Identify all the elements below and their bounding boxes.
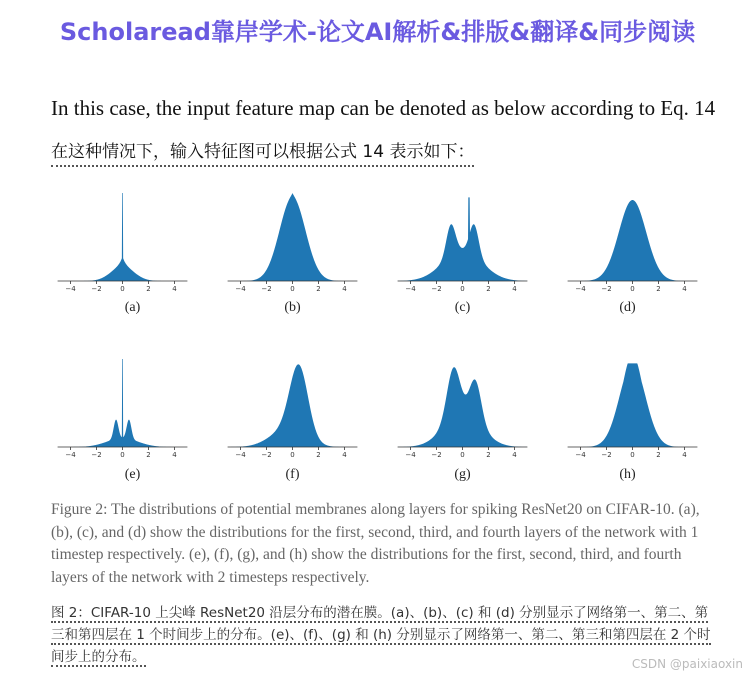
distribution-plot (55, 352, 190, 462)
x-tick-label: 4 (342, 451, 347, 459)
chinese-translation-sentence[interactable]: 在这种情况下，输入特征图可以根据公式 14 表示如下： (51, 137, 474, 167)
x-tick-label: 2 (316, 451, 321, 459)
x-tick-label: 4 (682, 285, 687, 293)
x-tick-label: 4 (342, 285, 347, 293)
x-tick-label: 0 (460, 451, 465, 459)
x-tick-label: −4 (405, 451, 416, 459)
x-tick-label: 2 (146, 285, 151, 293)
x-tick-label: −4 (405, 285, 416, 293)
x-tick-label: −4 (235, 285, 246, 293)
distribution-plot (55, 186, 190, 296)
distribution-area (398, 197, 528, 281)
subfigure-label: (a) (124, 300, 141, 315)
x-tick-label: 2 (486, 451, 491, 459)
x-tick-label: −2 (431, 451, 442, 459)
x-tick-label: −4 (235, 451, 246, 459)
x-tick-label: 4 (682, 451, 687, 459)
subfigure-label: (g) (454, 467, 471, 482)
subfigure-label: (h) (619, 467, 636, 482)
figure-caption-chinese-text: 图 2：CIFAR-10 上尖峰 ResNet20 沿层分布的潜在膜。(a)、(b)、(c) 和 (d) 分别显示了网络第一、第二、第三和第四层在 1 个时间步上的分布。(e)、(f)、(g) 和 (h) 分别显示了网络第一、第二、第三和第四层在 2 个时间步上的分布。 (51, 605, 711, 665)
english-sentence: In this case, the input feature map can be denoted as below according to Eq. 14 (51, 96, 716, 120)
x-tick-label: 0 (120, 451, 125, 459)
x-tick-label: 4 (512, 451, 517, 459)
x-tick-label: 2 (656, 285, 661, 293)
distribution-plot (225, 186, 360, 296)
figure-caption-chinese[interactable] (51, 602, 721, 668)
distribution-area (568, 363, 698, 447)
x-tick-label: 4 (512, 285, 517, 293)
x-tick-label: −2 (261, 285, 272, 293)
distribution-plot (395, 186, 530, 296)
subfigure-label: (f) (285, 467, 300, 482)
x-tick-label: 0 (630, 285, 635, 293)
distribution-plot (565, 352, 700, 462)
x-tick-label: 0 (460, 285, 465, 293)
x-tick-label: 2 (656, 451, 661, 459)
x-tick-label: 2 (486, 285, 491, 293)
subfigure-label: (c) (454, 300, 471, 315)
x-tick-label: −4 (575, 451, 586, 459)
subfigure-label: (b) (284, 300, 301, 315)
subfigure-label: (e) (124, 467, 141, 482)
x-tick-label: −2 (91, 285, 102, 293)
x-tick-label: 4 (172, 285, 177, 293)
distribution-area (228, 193, 358, 281)
x-tick-label: 4 (172, 451, 177, 459)
figure-caption-english: Figure 2: The distributions of potential membranes along layers for spiking ResNet20 on CIFAR-10. (a), (b), (c), and (d) show the distributions for the first, second, third, and fourth layers of the network with 1 timestep respectively. (e), (f), (g), and (h) show the distributions for the first, second, third, and fourth layers of the network with 2 timesteps respectively. (51, 501, 700, 586)
x-tick-label: −2 (601, 451, 612, 459)
csdn-watermark: CSDN @paixiaoxin (631, 657, 743, 671)
x-tick-label: 0 (290, 285, 295, 293)
distribution-plot (395, 352, 530, 462)
x-tick-label: 0 (630, 451, 635, 459)
distribution-area (228, 364, 358, 447)
x-tick-label: 0 (290, 451, 295, 459)
distribution-area (58, 193, 188, 281)
distribution-area (58, 359, 188, 447)
x-tick-label: −2 (431, 285, 442, 293)
distribution-plot (565, 186, 700, 296)
distribution-plot (225, 352, 360, 462)
subfigure-label: (d) (619, 300, 636, 315)
x-tick-label: 2 (146, 451, 151, 459)
x-tick-label: −2 (601, 285, 612, 293)
x-tick-label: 0 (120, 285, 125, 293)
x-tick-label: −4 (575, 285, 586, 293)
x-tick-label: −4 (65, 451, 76, 459)
distribution-area (568, 200, 698, 281)
x-tick-label: 2 (316, 285, 321, 293)
x-tick-label: −4 (65, 285, 76, 293)
app-title-banner: Scholaread靠岸学术-论文AI解析&排版&翻译&同步阅读 (59, 18, 696, 46)
x-tick-label: −2 (261, 451, 272, 459)
x-tick-label: −2 (91, 451, 102, 459)
distribution-area (398, 367, 528, 447)
